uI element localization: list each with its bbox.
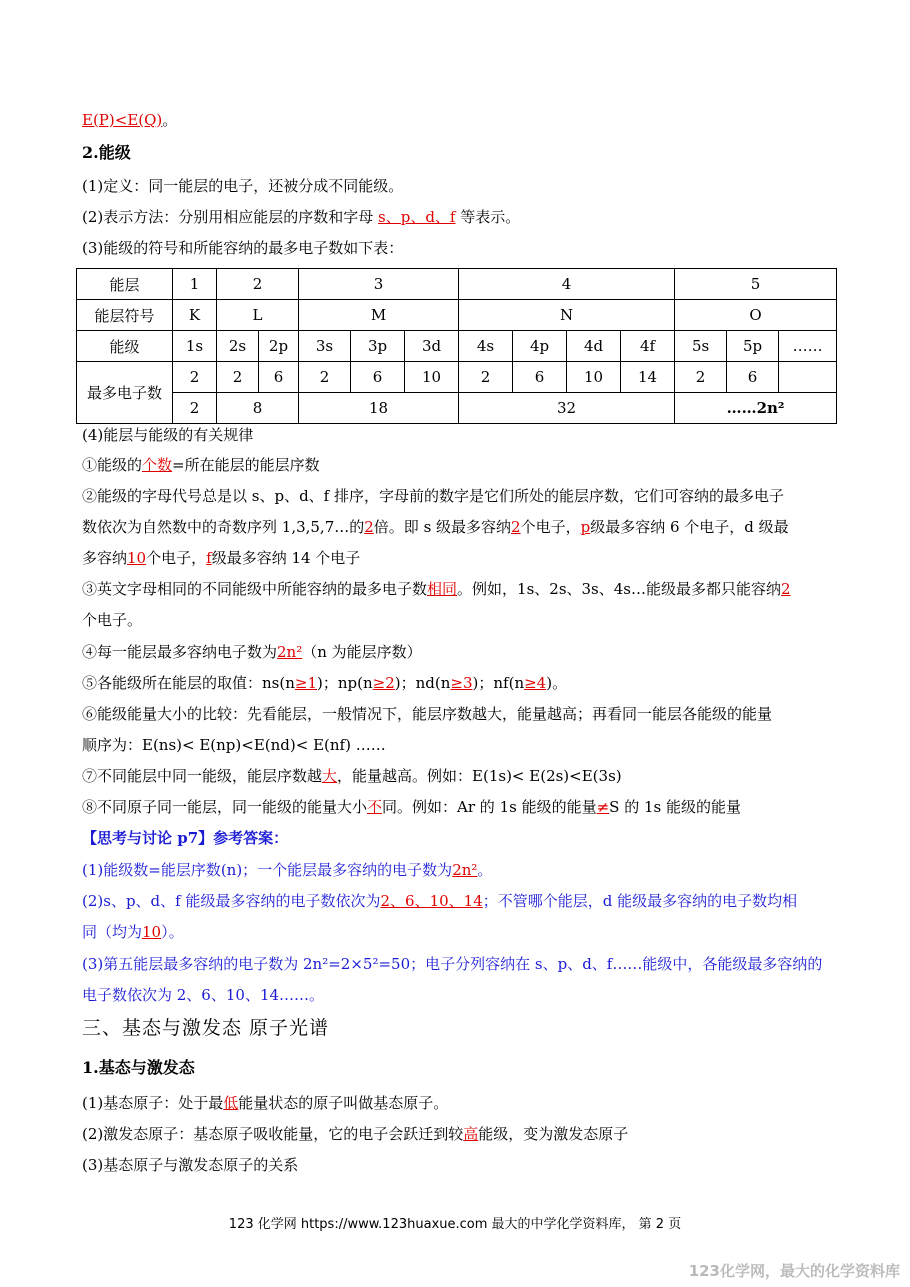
- table-cell: 5s: [675, 331, 727, 362]
- table-row: [77, 393, 837, 424]
- table-cell: 2: [173, 362, 217, 393]
- row-label: 能层符号: [77, 300, 173, 331]
- definition-paragraph: (1)定义：同一能层的电子，还被分成不同能级。: [82, 177, 404, 195]
- rule-1: ①能级的个数=所在能层的能层序数: [82, 456, 320, 474]
- table-cell: K: [173, 300, 217, 331]
- rules-title: (4)能层与能级的有关规律: [82, 426, 254, 444]
- table-intro: (3)能级的符号和所能容纳的最多电子数如下表：: [82, 239, 404, 257]
- table-cell: 4f: [621, 331, 675, 362]
- table-cell: 3d: [405, 331, 459, 362]
- excited-state-paragraph: (2)激发态原子：基态原子吸收能量，它的电子会跃迁到较高能级，变为激发态原子: [82, 1125, 629, 1143]
- subsection-title: 1.基态与激发态: [82, 1058, 195, 1077]
- table-row: [77, 362, 837, 393]
- answer-2-line-1: (2)s、p、d、f 能级最多容纳的电子数依次为2、6、10、14；不管哪个能层，d 能级最多容纳的电子数均相: [82, 892, 798, 910]
- rule-3-line-1: ③英文字母相同的不同能级中所能容纳的最多电子数相同。例如，1s、2s、3s、4s…能级最多都只能容纳2: [82, 580, 791, 598]
- relation-paragraph: (3)基态原子与激发态原子的关系: [82, 1156, 299, 1174]
- table-cell: 5p: [727, 331, 779, 362]
- table-cell: 4s: [459, 331, 513, 362]
- table-cell: 18: [299, 393, 459, 424]
- table-cell: 2: [675, 362, 727, 393]
- answer-2-line-2: 同（均为10）。: [82, 923, 184, 941]
- table-cell: [779, 362, 837, 393]
- rule-3-line-2: 个电子。: [82, 611, 143, 629]
- rule-2-line-1: ②能级的字母代号总是以 s、p、d、f 排序，字母前的数字是它们所处的能层序数，它们可容纳的最多电子: [82, 487, 784, 505]
- page-footer: 123 化学网 https://www.123huaxue.com 最大的中学化学资料库， 第 2 页: [228, 1217, 682, 1232]
- energy-level-table: [76, 268, 837, 424]
- table-cell: 6: [259, 362, 299, 393]
- think-discuss-title: 【思考与讨论 p7】参考答案：: [82, 829, 289, 847]
- table-cell: 5: [675, 269, 837, 300]
- row-label: 能层: [77, 269, 173, 300]
- table-cell: ……: [779, 331, 837, 362]
- table-cell: 6: [727, 362, 779, 393]
- table-cell: 3p: [351, 331, 405, 362]
- table-cell: 6: [513, 362, 567, 393]
- table-cell: 14: [621, 362, 675, 393]
- rule-2-line-2: 数依次为自然数中的奇数序列 1,3,5,7…的2倍。即 s 级最多容纳2个电子，p级最多容纳 6 个电子，d 级最: [82, 518, 789, 536]
- answer-1: (1)能级数=能层序数(n)；一个能层最多容纳的电子数为2n²。: [82, 861, 493, 879]
- table-cell: 4: [459, 269, 675, 300]
- table-cell: 10: [567, 362, 621, 393]
- row-label: 能级: [77, 331, 173, 362]
- watermark: 123化学网，最大的化学资料库: [688, 1262, 900, 1280]
- table-row: [77, 331, 837, 362]
- rule-7: ⑦不同能层中同一能级，能层序数越大，能量越高。例如：E(1s)< E(2s)<E(3s): [82, 767, 622, 785]
- table-cell: 2: [299, 362, 351, 393]
- rule-6-line-2: 顺序为：E(ns)< E(np)<E(nd)< E(nf) ……: [82, 736, 386, 754]
- table-cell: 4p: [513, 331, 567, 362]
- rule-2-line-3: 多容纳10个电子，f级最多容纳 14 个电子: [82, 549, 361, 567]
- table-cell: 1: [173, 269, 217, 300]
- table-cell: 3: [299, 269, 459, 300]
- table-cell: 4d: [567, 331, 621, 362]
- table-cell: M: [299, 300, 459, 331]
- table-cell: 32: [459, 393, 675, 424]
- answer-3-line-1: (3)第五能层最多容纳的电子数为 2n²=2×5²=50；电子分列容纳在 s、p、d、f……能级中，各能级最多容纳的: [82, 955, 823, 973]
- table-cell: 8: [217, 393, 299, 424]
- table-cell: 2: [217, 269, 299, 300]
- table-cell: 3s: [299, 331, 351, 362]
- rule-5: ⑤各能级所在能层的取值：ns(n≥1)；np(n≥2)；nd(n≥3)；nf(n≥4)。: [82, 674, 568, 692]
- answer-3-line-2: 电子数依次为 2、6、10、14……。: [82, 986, 325, 1004]
- table-cell: 2: [459, 362, 513, 393]
- table-cell: 2p: [259, 331, 299, 362]
- section-title-energy-level: 2.能级: [82, 143, 131, 162]
- table-cell: ……2n²: [675, 393, 837, 424]
- table-cell: 2s: [217, 331, 259, 362]
- table-cell: O: [675, 300, 837, 331]
- table-row: [77, 269, 837, 300]
- rule-6-line-1: ⑥能级能量大小的比较：先看能层，一般情况下，能层序数越大，能量越高；再看同一能层各能级的能量: [82, 705, 773, 723]
- table-cell: 2: [217, 362, 259, 393]
- table-cell: 2: [173, 393, 217, 424]
- table-cell: N: [459, 300, 675, 331]
- energy-comparison-line: E(P)<E(Q)。: [82, 111, 178, 129]
- notation-paragraph: (2)表示方法：分别用相应能层的序数和字母 s、p、d、f 等表示。: [82, 208, 521, 226]
- table-cell: 6: [351, 362, 405, 393]
- table-cell: 1s: [173, 331, 217, 362]
- ground-state-paragraph: (1)基态原子：处于最低能量状态的原子叫做基态原子。: [82, 1094, 449, 1112]
- table-row: [77, 300, 837, 331]
- rule-8: ⑧不同原子同一能层，同一能级的能量大小不同。例如：Ar 的 1s 能级的能量≠S 的 1s 能级的能量: [82, 798, 741, 816]
- section-heading-ground-excited: 三、基态与激发态 原子光谱: [82, 1017, 330, 1039]
- rule-4: ④每一能层最多容纳电子数为2n²（n 为能层序数）: [82, 643, 422, 661]
- table-cell: L: [217, 300, 299, 331]
- row-label: 最多电子数: [77, 362, 173, 424]
- table-cell: 10: [405, 362, 459, 393]
